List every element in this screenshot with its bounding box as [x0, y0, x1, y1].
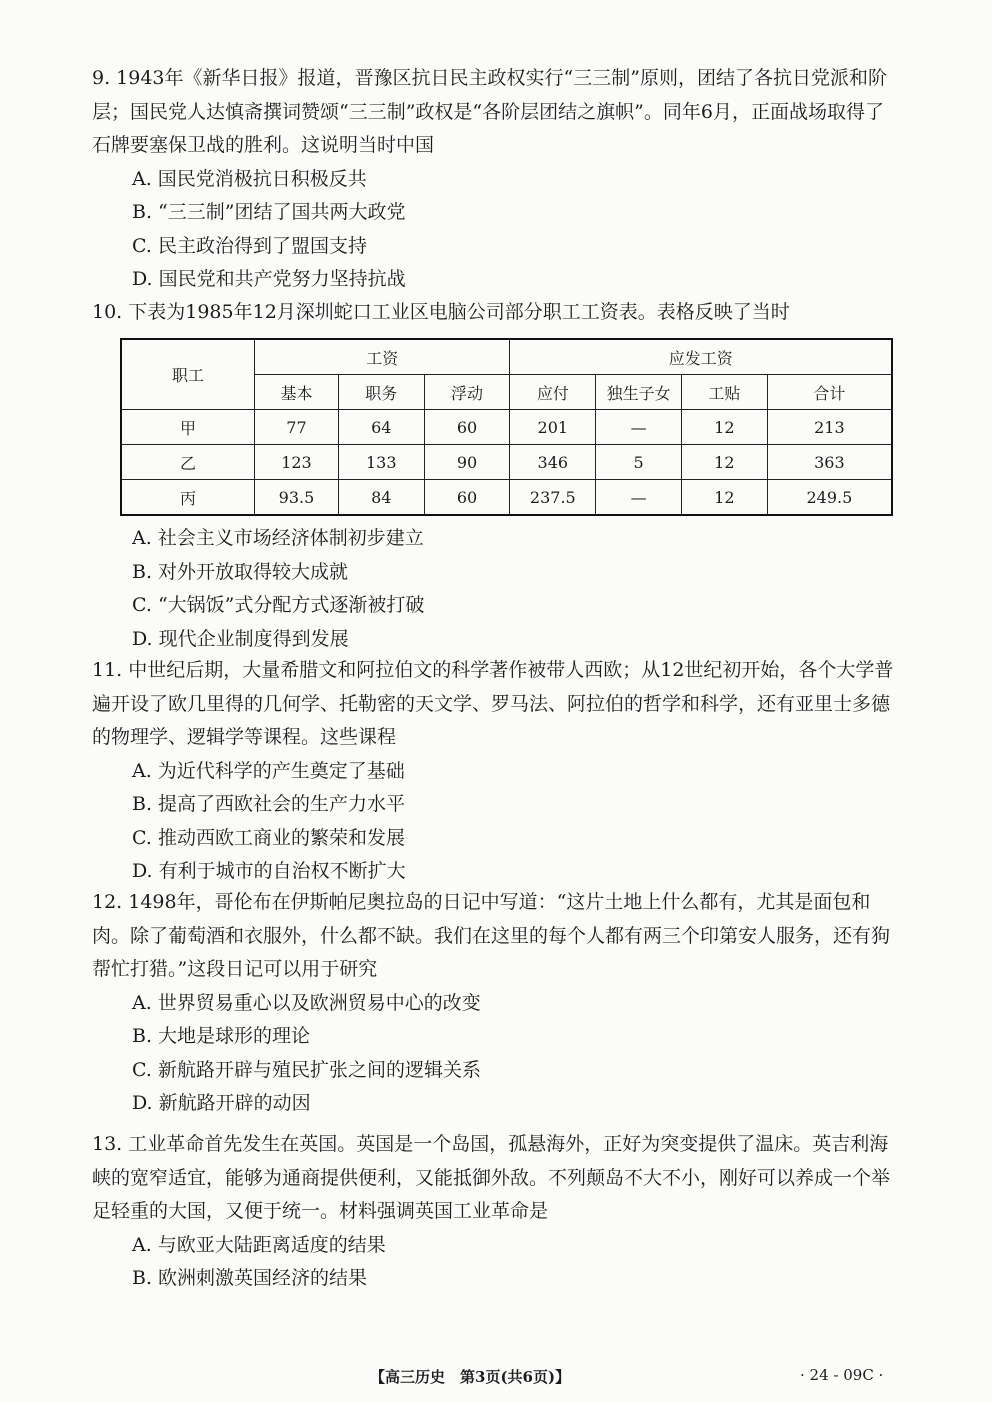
question-stem: 11. 中世纪后期，大量希腊文和阿拉伯文的科学著作被带人西欧；从12世纪初开始，各个大学普遍开设了欧几里得的几何学、托勒密的天文学、罗马法、阿拉伯的哲学和科学，还有亚里士多德的物理学、逻辑学等课程。这些课程: [92, 659, 894, 748]
cell: 237.5: [510, 480, 596, 516]
table-row: [121, 410, 892, 445]
subheader: 基本: [255, 375, 339, 410]
option-d: D. 现代企业制度得到发展: [132, 627, 349, 650]
footer-page-info: 【高三历史 第3页(共6页)】: [370, 1368, 571, 1386]
option-d: D. 有利于城市的自治权不断扩大: [132, 860, 406, 882]
option-a: A. 社会主义市场经济体制初步建立: [132, 527, 424, 549]
question-12: [92, 886, 898, 1121]
option-a: A. 国民党消极抗日积极反共: [132, 167, 367, 190]
header-wage: 工资: [255, 339, 510, 375]
question-11: [92, 654, 898, 889]
option-a: A. 为近代科学的产生奠定了基础: [132, 759, 405, 782]
subheader: 应付: [510, 375, 596, 410]
cell: 5: [596, 445, 682, 480]
option-d: D. 新航路开辟的动因: [132, 1092, 311, 1114]
subheader: 独生子女: [596, 375, 682, 410]
cell: 12: [681, 445, 767, 480]
footer-code: · 24 - 09C ·: [800, 1366, 884, 1384]
cell: 90: [424, 445, 510, 480]
subheader: 合计: [767, 375, 892, 410]
cell: 60: [424, 480, 510, 516]
cell: 213: [767, 410, 892, 445]
question-10-options: [92, 522, 898, 656]
cell: 12: [681, 480, 767, 516]
cell: 363: [767, 445, 892, 480]
question-13: [92, 1128, 898, 1296]
subheader: 工贴: [681, 375, 767, 410]
cell: 77: [255, 410, 339, 445]
option-c: C. 民主政治得到了盟国支持: [132, 234, 367, 257]
cell: 64: [338, 410, 424, 445]
cell: 249.5: [767, 480, 892, 516]
question-stem: 10. 下表为1985年12月深圳蛇口工业区电脑公司部分职工工资表。表格反映了当时: [92, 301, 790, 323]
option-c: C. 推动西欧工商业的繁荣和发展: [132, 826, 405, 849]
question-stem: 9. 1943年《新华日报》报道，晋豫区抗日民主政权实行“三三制”原则，团结了各抗日党派和阶层；国民党人达慎斋撰词赞颂“三三制”政权是“各阶层团结之旗帜”。同年6月，正面战场取得了石牌要塞保卫战的胜利。这说明当时中国: [92, 67, 887, 156]
option-b: B. 大地是球形的理论: [132, 1025, 311, 1047]
option-c: C. 新航路开辟与殖民扩张之间的逻辑关系: [132, 1058, 481, 1081]
option-a: A. 与欧亚大陆距离适度的结果: [132, 1233, 386, 1256]
option-d: D. 国民党和共产党努力坚持抗战: [132, 268, 406, 290]
cell: 201: [510, 410, 596, 445]
header-pay: 应发工资: [510, 339, 892, 375]
question-stem: 12. 1498年，哥伦布在伊斯帕尼奥拉岛的日记中写道：“这片土地上什么都有，尤其是面包和肉。除了葡萄酒和衣服外，什么都不缺。我们在这里的每个人都有两三个印第安人服务，还有狗帮忙打猎。”这段日记可以用于研究: [92, 891, 891, 980]
cell: 133: [338, 445, 424, 480]
question-stem: 13. 工业革命首先发生在英国。英国是一个岛国，孤悬海外，正好为突变提供了温床。英吉利海峡的宽窄适宜，能够为通商提供便利，又能抵御外敌。不列颠岛不大不小，刚好可以养成一个举足轻重的大国，又便于统一。材料强调英国工业革命是: [92, 1133, 891, 1222]
cell: —: [596, 480, 682, 516]
option-b: B. “三三制”团结了国共两大政党: [132, 201, 406, 223]
cell: —: [596, 410, 682, 445]
row-name: 甲: [121, 410, 255, 445]
question-10: [92, 296, 898, 330]
wage-table: [120, 338, 893, 516]
option-b: B. 欧洲刺激英国经济的结果: [132, 1267, 368, 1289]
subheader: 职务: [338, 375, 424, 410]
cell: 84: [338, 480, 424, 516]
subheader: 浮动: [424, 375, 510, 410]
cell: 93.5: [255, 480, 339, 516]
cell: 123: [255, 445, 339, 480]
table-row: [121, 445, 892, 480]
row-name: 丙: [121, 480, 255, 516]
row-name: 乙: [121, 445, 255, 480]
option-b: B. 提高了西欧社会的生产力水平: [132, 793, 406, 815]
cell: 12: [681, 410, 767, 445]
cell: 60: [424, 410, 510, 445]
wage-table-wrapper: [120, 338, 893, 516]
option-a: A. 世界贸易重心以及欧洲贸易中心的改变: [132, 991, 481, 1014]
table-row: [121, 480, 892, 516]
question-9: [92, 62, 898, 297]
option-c: C. “大锅饭”式分配方式逐渐被打破: [132, 594, 425, 616]
header-staff: 职工: [121, 339, 255, 410]
option-b: B. 对外开放取得较大成就: [132, 560, 349, 583]
cell: 346: [510, 445, 596, 480]
